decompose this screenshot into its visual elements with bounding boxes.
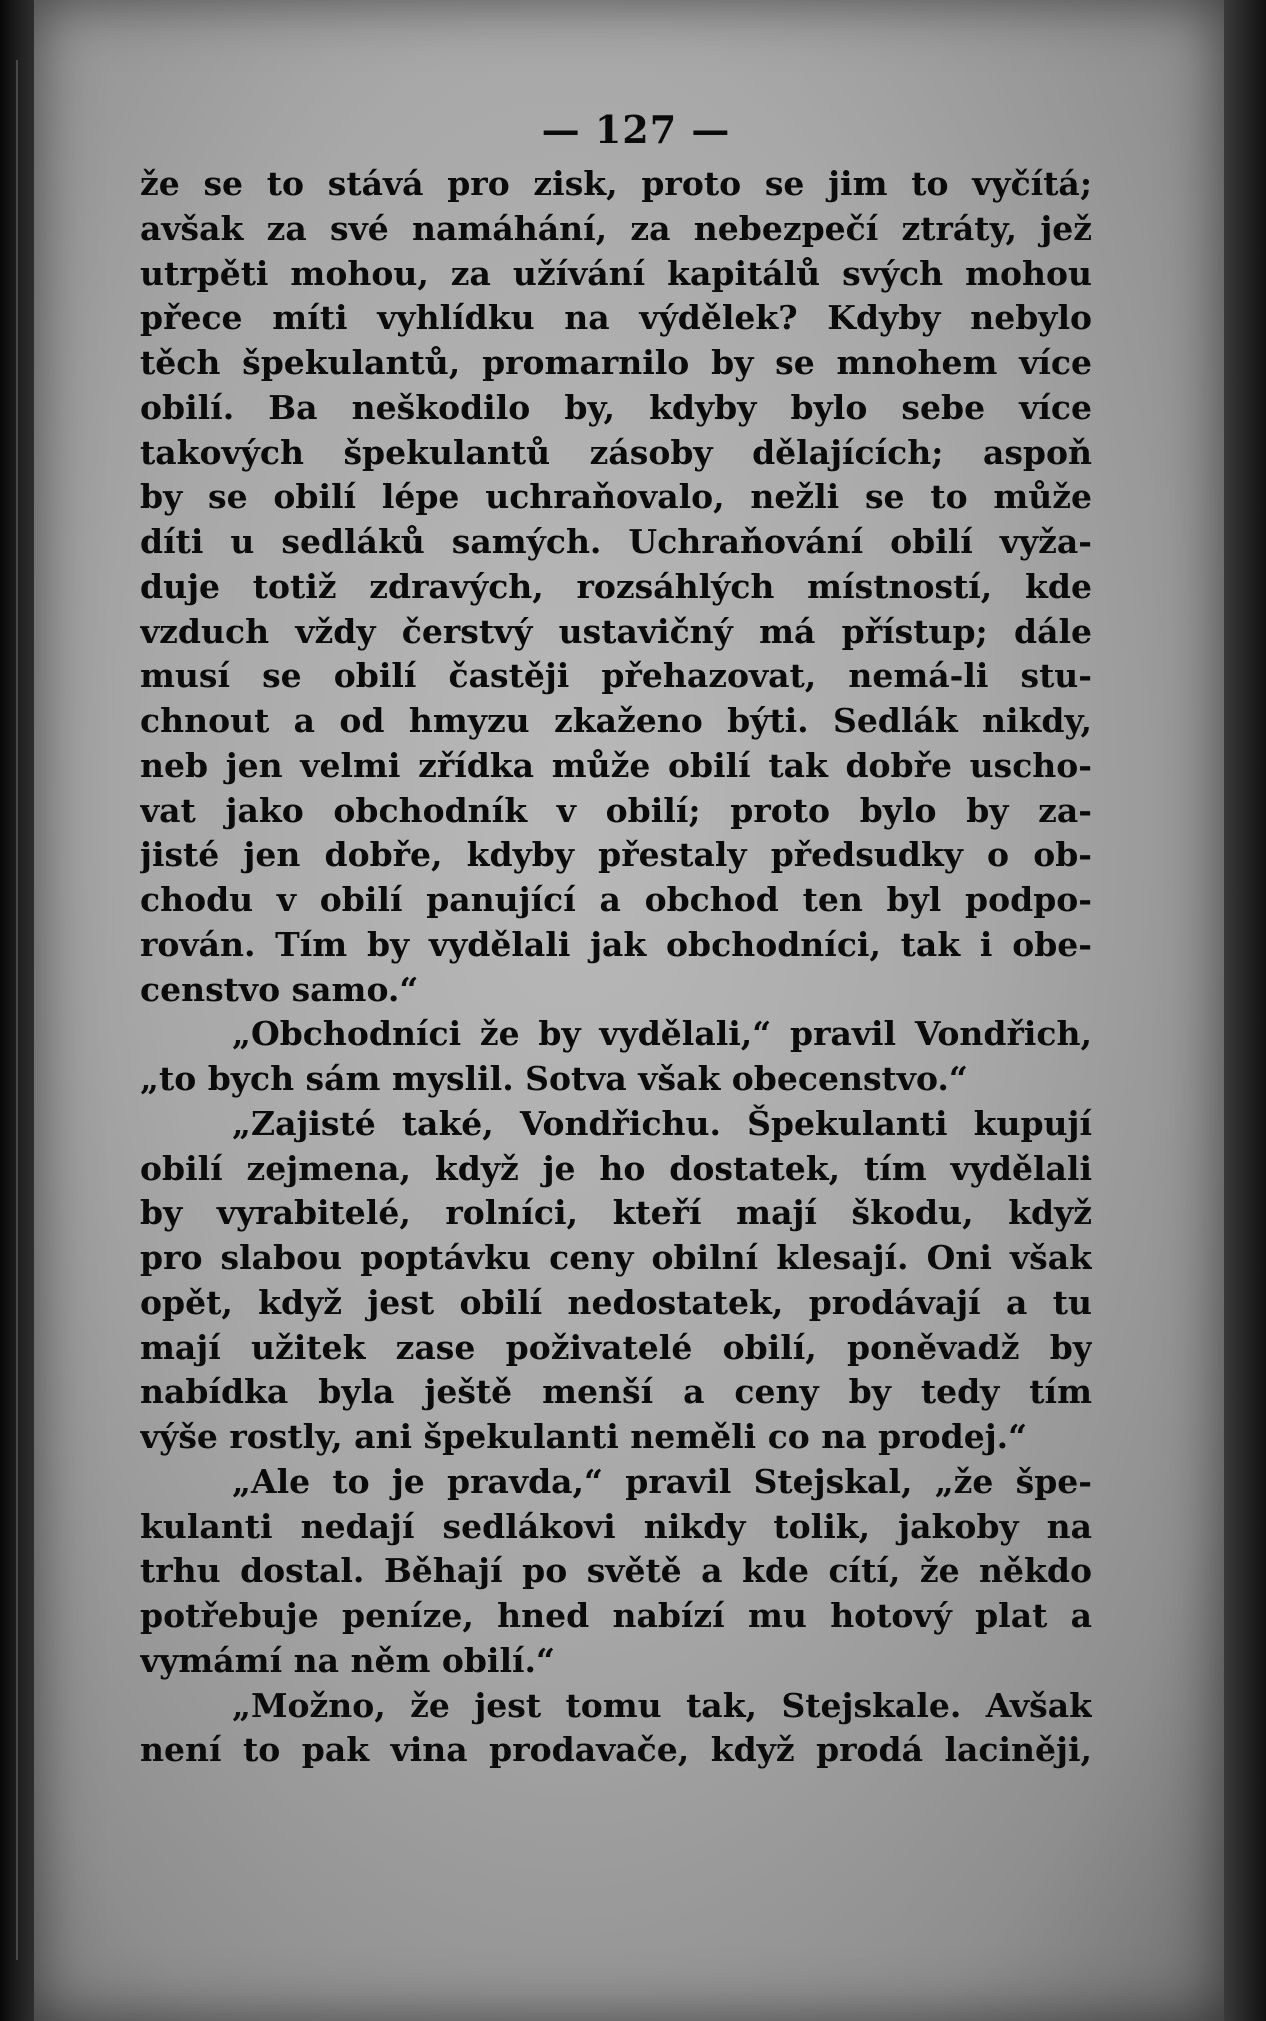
text-line: díti u sedláků samých. Uchraňování obilí vyža- (140, 522, 1092, 561)
page-text (140, 100, 1092, 1773)
body-text (140, 162, 1092, 1773)
text-line: „Možno, že jest tomu tak, Stejskale. Avšak (232, 1685, 1092, 1725)
gutter-line (16, 60, 18, 1960)
text-line: duje totiž zdravých, rozsáhlých místností, kde (140, 566, 1092, 606)
text-line: kulanti nedají sedlákovi nikdy tolik, jakoby na (140, 1506, 1092, 1546)
text-line: avšak za své namáhání, za nebezpečí ztráty, jež (140, 208, 1092, 248)
text-line: chodu v obilí panující a obchod ten byl podpo- (140, 880, 1092, 919)
text-line: výše rostly, ani špekulanti neměli co na prodej.“ (140, 1417, 1028, 1456)
text-line: „Ale to je pravda,“ pravil Stejskal, „že špe- (232, 1461, 1092, 1501)
text-line: „Obchodníci že by vydělali,“ pravil Vondřich, (232, 1014, 1092, 1054)
text-line: opět, když jest obilí nedostatek, prodávají a tu (140, 1282, 1092, 1322)
text-line: chnout a od hmyzu zkaženo býti. Sedlák nikdy, (140, 701, 1092, 740)
text-line: rován. Tím by vydělali jak obchodníci, tak i obe- (140, 924, 1092, 964)
text-line: mají užitek zase poživatelé obilí, poněvadž by (140, 1327, 1092, 1367)
text-line: obilí zejmena, když je ho dostatek, tím vydělali (140, 1148, 1092, 1188)
text-line: musí se obilí častěji přehazovat, nemá-li stu- (140, 656, 1092, 696)
text-line: obilí. Ba neškodilo by, kdyby bylo sebe více (140, 387, 1092, 427)
text-line: by se obilí lépe uchraňovalo, nežli se to může (140, 477, 1092, 517)
text-line: vzduch vždy čerstvý ustavičný má přístup; dále (140, 611, 1092, 651)
text-line: utrpěti mohou, za užívání kapitálů svých mohou (140, 253, 1092, 293)
text-line: „Zajisté také, Vondřichu. Špekulanti kupují (232, 1103, 1092, 1143)
text-line: vymámí na něm obilí.“ (140, 1640, 556, 1680)
text-line: potřebuje peníze, hned nabízí mu hotový plat a (140, 1596, 1092, 1635)
text-line: censtvo samo.“ (140, 969, 419, 1009)
text-line: neb jen velmi zřídka může obilí tak dobře uscho- (140, 745, 1092, 785)
page-right-edge (1224, 0, 1266, 2021)
text-line: že se to stává pro zisk, proto se jim to vyčítá; (140, 164, 1092, 203)
text-line: trhu dostal. Běhají po světě a kde cítí, že někdo (140, 1551, 1092, 1591)
text-line: „to bych sám myslil. Sotva však obecenstvo.“ (140, 1059, 968, 1098)
text-line: nabídka byla ještě menší a ceny by tedy tím (140, 1372, 1092, 1412)
text-line: přece míti vyhlídku na výdělek? Kdyby nebylo (140, 298, 1092, 338)
text-line: jisté jen dobře, kdyby přestaly předsudky o ob- (140, 835, 1092, 875)
text-line: není to pak vina prodavače, když prodá laciněji, (140, 1730, 1092, 1770)
text-line: by vyrabitelé, rolníci, kteří mají škodu, když (140, 1193, 1092, 1233)
text-line: těch špekulantů, promarnilo by se mnohem více (140, 343, 1092, 382)
page-number: — 127 — (541, 107, 731, 152)
text-line: vat jako obchodník v obilí; proto bylo by za- (140, 790, 1092, 830)
text-line: takových špekulantů zásoby dělajících; aspoň (140, 432, 1092, 472)
text-line: pro slabou poptávku ceny obilní klesají. Oni však (140, 1238, 1092, 1277)
